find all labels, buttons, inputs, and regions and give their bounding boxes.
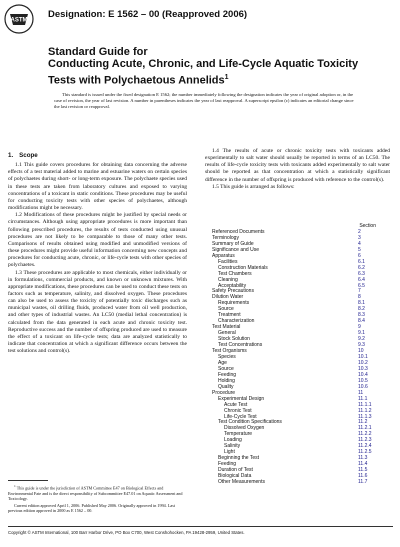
contents-row-label: Salinity bbox=[224, 443, 241, 450]
contents-row-label: Safety Precautions bbox=[212, 288, 254, 295]
contents-row-number: 4 bbox=[358, 240, 361, 247]
contents-row-number: 11.4 bbox=[358, 461, 368, 468]
contents-row-number: 10.2 bbox=[358, 359, 368, 366]
contents-row-label: Facilities bbox=[218, 258, 238, 265]
contents-row-number: 5 bbox=[358, 246, 361, 253]
contents-row-number: 11.1.3 bbox=[358, 413, 372, 420]
contents-row-label: Test Concentrations bbox=[218, 342, 263, 349]
contents-row-number: 8.2 bbox=[358, 306, 365, 313]
contents-row bbox=[212, 480, 380, 486]
contents-row-number: 6 bbox=[358, 252, 361, 259]
contents-row-label: Test Organisms bbox=[212, 348, 247, 355]
contents-row-label: Life-Cycle Test bbox=[224, 413, 257, 420]
footnote-1-mark: 1 bbox=[14, 484, 16, 488]
contents-row-number: 6.3 bbox=[358, 270, 365, 277]
contents-row-label: Source bbox=[218, 365, 234, 372]
contents-row-number: 11.1.1 bbox=[358, 401, 372, 408]
contents-row-label: Quality bbox=[218, 383, 234, 390]
contents-row-label: Beginning the Test bbox=[218, 455, 260, 462]
contents-row-label: Experimental Design bbox=[218, 395, 265, 402]
contents-row-number: 8.1 bbox=[358, 300, 365, 307]
contents-row-label: Loading bbox=[224, 437, 242, 444]
contents-row-number: 6.2 bbox=[358, 264, 365, 271]
contents-row-label: Biological Data bbox=[218, 473, 252, 480]
contents-row-label: Terminology bbox=[212, 234, 239, 241]
contents-row-number: 11.5 bbox=[358, 467, 368, 474]
contents-row-number: 11.2.5 bbox=[358, 449, 372, 456]
contents-row-label: Light bbox=[224, 449, 235, 456]
contents-row-label: Referenced Documents bbox=[212, 228, 265, 235]
left-column bbox=[8, 148, 187, 355]
contents-row-label: Chronic Test bbox=[224, 407, 252, 414]
contents-row-number: 6.4 bbox=[358, 276, 365, 283]
footnotes bbox=[8, 480, 188, 515]
contents-row-number: 6.1 bbox=[358, 258, 365, 265]
contents-row-label: Cleaning bbox=[218, 276, 238, 283]
contents-row-label: Treatment bbox=[218, 312, 241, 319]
paragraph-1-5: 1.5 This guide is arranged as follows: bbox=[212, 183, 295, 190]
contents-row-label: Other Measurements bbox=[218, 478, 265, 485]
contents-row-number: 11.2.4 bbox=[358, 443, 372, 450]
contents-section-header: Section bbox=[359, 223, 376, 229]
designation: Designation: E 1562 – 00 (Reapproved 2006) bbox=[48, 9, 248, 20]
footnote-1 bbox=[8, 484, 188, 501]
copyright-text: Copyright © ASTM International, 100 Barr Harbor Drive, PO Box C700, West Conshohocken, PA 19428-2959, United States. bbox=[8, 530, 245, 535]
contents-row-label: Age bbox=[218, 359, 227, 366]
contents-row-number: 6.5 bbox=[358, 282, 365, 289]
standard-label: Standard Guide for bbox=[48, 46, 148, 58]
section-heading-scope bbox=[8, 152, 187, 159]
contents-row-label: Requirements bbox=[218, 300, 250, 307]
contents-row-number: 10.4 bbox=[358, 371, 368, 378]
paragraph-1-3: 1.3 These procedures are applicable to most chemicals, either individually or in formulations, commercial products, and known or unknown mixtures. With appropriate modifications, these procedures can be used to conduct these tests on factors such as temperature, salinity, and dissolved oxygen. These procedures can also be used to assess the toxicity of potentially toxic discharges such as municipal wastes, oil drilling fluids, produced water from oil well production, and other types of industrial wastes. An LC50 (medial lethal concentration) is calculated from the data generated in each acute and chronic toxicity test. Reproductive success and the number of offspring produced are used to measure the effect of a toxicant on life-cycle tests; data are analyzed statistically to indicate that concentration at which a significant difference occurs between the test solutions and control(s). bbox=[8, 269, 187, 355]
svg-text:ASTM: ASTM bbox=[10, 17, 28, 24]
contents-row-label: Significance and Use bbox=[212, 246, 259, 253]
astm-logo-icon bbox=[4, 4, 34, 34]
contents-row-number: 11.7 bbox=[358, 478, 368, 485]
contents-row-number: 11.2 bbox=[358, 419, 368, 426]
contents-row-number: 7 bbox=[358, 288, 361, 295]
contents-row-label: Test Chambers bbox=[218, 270, 252, 277]
contents-row-number: 9.1 bbox=[358, 330, 365, 337]
contents-row-label: General bbox=[218, 330, 236, 337]
contents-row-label: Species bbox=[218, 353, 236, 360]
contents-row-label: Acute Test bbox=[224, 401, 248, 408]
contents-row-label: Source bbox=[218, 306, 234, 313]
title-line-1: Conducting Acute, Chronic, and Life-Cycle Aquatic Toxicity bbox=[48, 58, 359, 70]
copyright-rule bbox=[8, 526, 393, 527]
contents-row-number: 11.1 bbox=[358, 395, 368, 402]
contents-row-label: Dilution Water bbox=[212, 294, 244, 301]
contents-list bbox=[212, 224, 380, 486]
contents-row-label: Acceptability bbox=[218, 282, 247, 289]
contents-row-number: 10.1 bbox=[358, 353, 368, 360]
contents-row-number: 11.3 bbox=[358, 455, 368, 462]
paragraph-1-2: 1.2 Modifications of these procedures might be justified by special needs or circumstances. Although using appropriate procedures is more important than following prescribed procedures, the results of tests conducted using unusual procedures are not likely to be comparable to those of many other tests. Comparisons of results obtained using modified and unmodified versions of these procedures might provide useful information concerning new concepts and procedures for conducting acute, chronic, or life-cycle tests with other species of polychaetes. bbox=[8, 212, 187, 269]
contents-row-label: Stock Solution bbox=[218, 336, 250, 343]
contents-row-label: Procedure bbox=[212, 389, 236, 396]
contents-row-number: 9.2 bbox=[358, 336, 365, 343]
contents-row-number: 10.3 bbox=[358, 365, 368, 372]
intro-paragraph: This standard is issued under the fixed designation E 1562; the number immediately following the designation indicates the year of original adoption or, in the case of revision, the year of last revision. A number in parentheses indicates the year of last reapproval. A superscript epsilon (ε) indicates an editorial change since the last revision or reapproval. bbox=[54, 92, 354, 109]
contents-row-number: 11.1.2 bbox=[358, 407, 372, 414]
contents-row-number: 8 bbox=[358, 294, 361, 301]
contents-row-label: Dissolved Oxygen bbox=[224, 425, 265, 432]
contents-row-label: Duration of Test bbox=[218, 467, 253, 474]
contents-row-number: 9.3 bbox=[358, 342, 365, 349]
contents-row-label: Summary of Guide bbox=[212, 240, 254, 247]
contents-row-number: 9 bbox=[358, 324, 361, 331]
title-line-2-text: Tests with Polychaetous Annelids bbox=[48, 74, 225, 87]
contents-row-number: 11 bbox=[358, 389, 364, 396]
contents-row-label: Holding bbox=[218, 377, 235, 384]
contents-row-label: Test Material bbox=[212, 324, 241, 331]
contents-row-number: 11.2.3 bbox=[358, 437, 372, 444]
contents-row-number: 10.5 bbox=[358, 377, 368, 384]
paragraph-1-1: 1.1 This guide covers procedures for obtaining data concerning the adverse effects of a test material added to marine and estuarine waters on certain species of polychaetes during short- or long-term exposure. The polychaete species used in these tests are taken from laboratory cultures and exposed to varying concentrations of a toxicant in static conditions. These procedures may be useful for conducting toxicity tests with other species of polychaetes, although modifications might be necessary. bbox=[8, 162, 187, 212]
contents-row-label: Test Condition Specifications bbox=[218, 419, 282, 426]
contents-row-label: Characterization bbox=[218, 318, 255, 325]
title-footnote-mark: 1 bbox=[224, 74, 229, 81]
title-block bbox=[48, 46, 378, 88]
contents-row-label: Apparatus bbox=[212, 252, 235, 259]
contents-row-number: 8.3 bbox=[358, 312, 365, 319]
contents-row-number: 11.2.2 bbox=[358, 431, 372, 438]
copyright-footer bbox=[8, 526, 393, 535]
contents-row-number: 11.6 bbox=[358, 473, 368, 480]
contents-row-number: 10.6 bbox=[358, 383, 368, 390]
contents-row-number: 3 bbox=[358, 234, 361, 241]
contents-row-label: Feeding bbox=[218, 371, 237, 378]
contents-row-label: Temperature bbox=[224, 431, 253, 438]
contents-row-label: Construction Materials bbox=[218, 264, 268, 271]
right-column bbox=[205, 148, 390, 191]
paragraph-1-4: 1.4 The results of acute or chronic toxicity tests with toxicants added experimentally to salt water should usually be reported in terms of an LC50. The results of life-cycle toxicity tests with toxicants added experimentally to salt water should be reported as that concentration at which a statistically significant difference in the number of offspring is produced with reference to the control(s). bbox=[205, 148, 390, 183]
section-number: 1. bbox=[8, 152, 14, 159]
footnote-1-text: This guide is under the jurisdiction of ASTM Committee E47 on Biological Effects and Environmental Fate and is the direct responsibility of Subcommittee E47.01 on Aquatic Assessment and Toxicology. bbox=[8, 485, 183, 501]
contents-row-number: 8.4 bbox=[358, 318, 365, 325]
title-line-2 bbox=[48, 71, 378, 88]
footnote-rule bbox=[8, 480, 48, 481]
contents-row-number: 11.2.1 bbox=[358, 425, 372, 432]
section-title: Scope bbox=[19, 152, 38, 159]
contents-row-number: 2 bbox=[358, 228, 361, 235]
contents-rows bbox=[212, 230, 380, 486]
contents-row-number: 10 bbox=[358, 348, 364, 355]
footnote-2: Current edition approved April 1, 2006. Published May 2006. Originally approved in 1994. Last previous edition approved in 2000 as E 1562 – 00. bbox=[8, 503, 176, 514]
contents-row-label: Feeding bbox=[218, 461, 237, 468]
